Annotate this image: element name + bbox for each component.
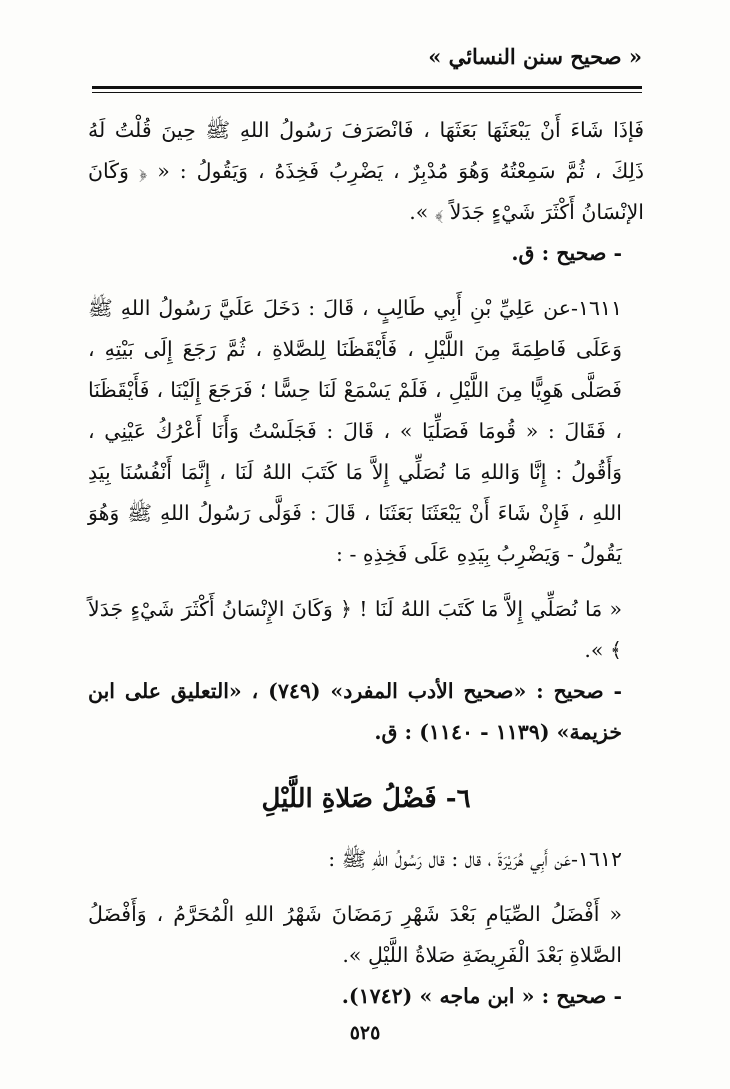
running-header: « صحيح سنن النسائي »	[428, 44, 642, 69]
header-rule-thick	[92, 86, 642, 89]
hadith-1611-text: ١٦١١-عن عَلِيِّ بْنِ أَبِي طَالِبٍ ، قَالَ : دَخَلَ عَلَيَّ رَسُولُ اللهِ ﷺ وَعَلَى فَاطِمَةَ مِنَ اللَّيْلِ ، فَأَيْقَظَنَا لِلصَّلاةِ ، ثُمَّ رَجَعَ إِلَى بَيْتِهِ ، فَصَلَّى هَوِيًّا مِنَ اللَّيْلِ ، فَلَمْ يَسْمَعْ لَنَا حِسًّا ؛ فَرَجَعَ إِلَيْنَا ، فَأَيْقَظَنَا ، فَقَالَ : « قُومَا فَصَلِّيَا » ، قَالَ : فَجَلَسْتُ وَأَنَا أَعْرُكُ عَيْنِي ، وَأَقُولُ : إِنَّا وَاللهِ مَا نُصَلِّي إِلاَّ مَا كَتَبَ اللهُ لَنَا ، إِنَّمَا أَنْفُسُنَا بِيَدِ اللهِ ، فَإِنْ شَاءَ أَنْ يَبْعَثَنَا بَعَثَنَا ، قَالَ : فَوَلَّى رَسُولُ اللهِ ﷺ وَهُوَ يَقُولُ - وَيَضْرِبُ بِيَدِهِ عَلَى فَخِذِهِ - :	[88, 296, 622, 566]
header-rule-thin	[92, 92, 642, 93]
hadith-1610-text: فَإذَا شَاءَ أَنْ يَبْعَثَهَا بَعَثَهَا ، فَانْصَرَفَ رَسُولُ اللهِ ﷺ حِينَ قُلْتُ لَهُ ذَلِكَ ، ثُمَّ سَمِعْتُهُ وَهُوَ مُدْبِرٌ ، يَضْرِبُ فَخِذَهُ ، وَيَقُولُ : « ﴿ وَكَانَ الإنْسَانُ أَكْثَرَ شَيْءٍ جَدَلاً ﴾ ».	[88, 118, 644, 224]
hadith-1611-quote: « مَا نُصَلِّي إِلاَّ مَا كَتَبَ اللهُ لَنَا ! ﴿ وَكَانَ الإِنْسَانُ أَكْثَرَ شَيْءٍ جَدَلاً ﴾ ».	[88, 597, 622, 662]
hadith-1612-grade: - صحيح : « ابن ماجه » (١٧٤٢).	[341, 984, 622, 1008]
hadith-1611-grade: - صحيح : «صحيح الأدب المفرد» (٧٤٩) ، «التعليق على ابن خزيمة» (١١٣٩ - ١١٤٠) : ق.	[88, 679, 623, 744]
hadith-1612-quote: « أَفْضَلُ الصِّيَامِ بَعْدَ شَهْرِ رَمَضَانَ شَهْرُ اللهِ الْمُحَرَّمُ ، وَأَفْضَلُ الصَّلاةِ بَعْدَ الْفَرِيضَةِ صَلاةُ اللَّيْلِ ».	[88, 902, 622, 967]
hadith-1612-intro: ١٦١٢-عَن أَبِي هُرَيْرَةَ ، قال : قال رَسُولُ اللهِ ﷺ :	[328, 847, 622, 871]
page-body	[88, 110, 644, 1017]
hadith-1610-grade: - صحيح : ق.	[511, 241, 622, 265]
chapter-title: ٦- فَضْلُ صَلاةِ اللَّيْلِ	[261, 784, 471, 814]
page-number: ٥٢٥	[349, 1022, 381, 1044]
